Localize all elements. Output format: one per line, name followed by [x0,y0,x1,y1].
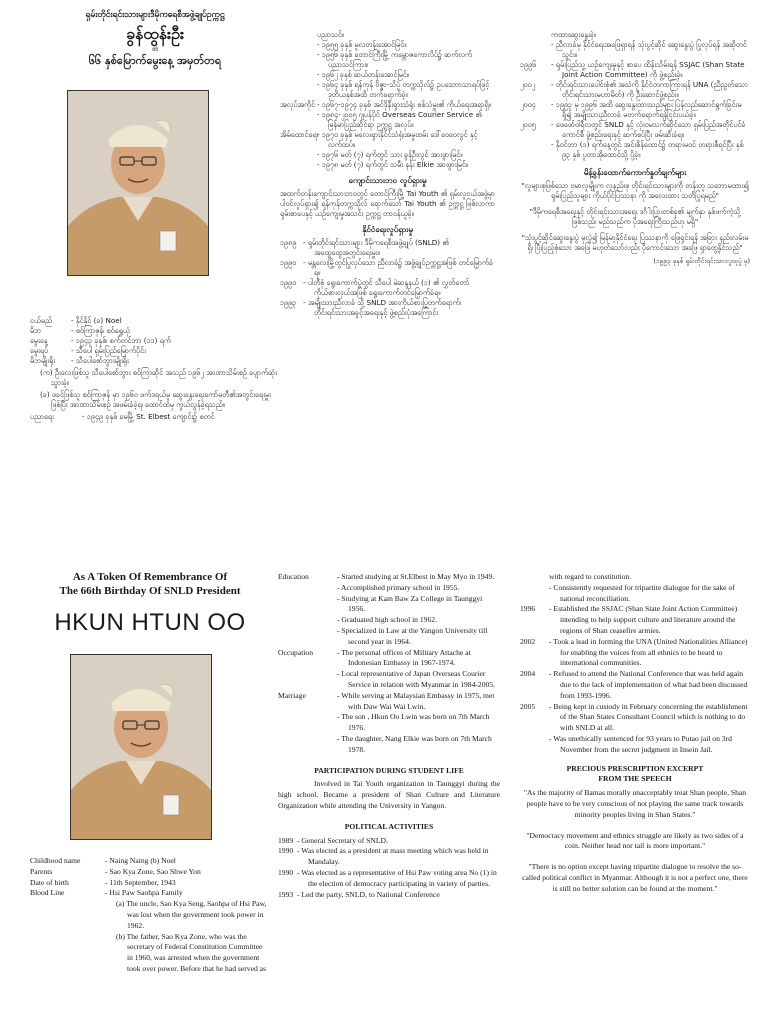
english-political-cont-row-label: 2005 [520,701,536,711]
burmese-bio-row-label: မွေးရပ် [30,346,49,355]
english-political-row-value: - Was elected as a representative of Hsi Paw voting area No (1) in the election of democracy participating in variety of parties. [297,867,497,888]
burmese-political-cont-row-label: ၂၀၀၅ [520,120,536,129]
burmese-political-row-value: - ရှမ်းတိုင်းရင်းသားများ ဒီမိုကရေစီအဖွဲ့ချုပ် (SNLD) ၏ အထွေထွေအတွင်းရေးမှူး။ [303,238,449,257]
burmese-political-cont-row [520,30,750,40]
burmese-quote-heading: မိန့်ခွန်းထောက်ကောက်နှုတ်ချက်များ [583,168,687,177]
english-history-row [278,691,500,713]
english-history-row [278,615,500,626]
english-political-row-label: 1989 [278,835,294,845]
burmese-quote-3: "သုံးပွင့်ဆိုင်ဆွေးနွေးပွဲ မှလွဲ၍ မြန်မာ့နိုင်ငံရေး ပြဿနာကို ဖြေရှင်းရန် အခြား နည်းလမ်းမရှိ၊ ပြီးပြည့်စုံသော အဖြေ မဟုတ်သော်လည်း ပိုကောင်းသော အဖြေ ရှာတွေ့နိုင်သည်" [521,233,749,252]
english-bio-row [30,856,270,867]
burmese-history-row-value: ပညာသင်။ [317,30,345,39]
english-history-row-value: - Started studying at St.Elbest in May Myo in 1949. [337,572,495,581]
english-history-row-value: - Local representative of Japan Overseas Courier Service in relation with Myanmar in 1984-2005. [337,669,495,689]
burmese-political-cont-row-value: - တိုင်းရင်းသားပေါင်းစုံ၏ အသံကို နိုင်ငံတကာကြားရန် UNA (ညီညွတ်သော တိုင်းရင်းသားမဟာမိတ်) ကို ဦးဆောင်ဖွဲ့စည်း။ [551,80,748,99]
burmese-bio-note-a: (က) ဦးလေးဖြစ်သူ သီပေါစော်ဘွား စဝ်ကြာဆိုင် အသည် ၁၉၆၂ အာဏာသိမ်းစဉ် ပျောက်ဆုံးသွားခဲ့။ [40,368,277,387]
burmese-bio-row-value: - စဝ်ကြာဇုန်၊ စဝ်ရွှေယုံ [71,326,130,335]
burmese-political-cont-row [520,120,750,140]
burmese-political-cont-row-value: - ၁၉၉၃ မှ ၁၉၉၆ အထိ ဆွေးနွေးထားသည်များ ပြန်လည်ဆောင်ရွက်ခြင်းမရှိ၍ အမျိုးသားညီလာခံ မတက်ရောက်ရန်ငြင်းပယ်ခဲ့။ [551,100,742,119]
burmese-bio-row-value: - ၁၉၄၃ ခုနှစ်၊ စက်တင်ဘာ (၁၁) ရက် [71,336,171,345]
english-column-1 [30,570,270,1022]
burmese-political-row-label: ၁၉၉၃ [280,298,297,307]
english-political-cont-row [520,669,750,701]
english-history-row [278,648,500,670]
burmese-political-table [280,238,495,318]
english-political-cont-row [520,604,750,636]
english-bio-note-a: (a) The uncle, Sao Kya Seng, Saohpa of Hsi Paw, was lost when the government took power in 1962. [116,899,267,930]
english-bio-row-label: Parents [30,866,53,876]
burmese-political-row [280,278,495,298]
burmese-bio-row-label: မွေးနေ့ [30,336,48,345]
english-column-2 [278,572,500,1024]
english-bio-row-label: Date of birth [30,877,69,887]
english-history-row [278,669,500,691]
token-line-2: The 66th Birthday Of SNLD President [59,585,241,597]
burmese-political-row [280,238,495,258]
burmese-bio-row [30,326,280,336]
english-history-row [278,583,500,594]
portrait-photo-english [70,654,212,840]
burmese-history-row-value: - ၁၉၆၂ ခုနှစ် ဆယ်တန်းအောင်မြင်။ [317,70,410,79]
english-history-row-value: - The son , Hkun Oo Lwin was born on 7th March 1976. [337,712,490,733]
english-political-row-value: - Led the party, SNLD, to National Conference [297,889,440,899]
english-history-row-label: Occupation [278,647,314,657]
english-political-row-label: 1993 [278,889,294,899]
english-bio-row-label: Childhood name [30,856,81,865]
burmese-bio-row-value: - သီပေါ ရှမ်းပြည်မြောက်ပိုင်း [71,346,146,355]
burmese-history-row [280,80,495,100]
burmese-political-cont-row [520,80,750,100]
english-bio-row [30,867,270,878]
burmese-political-cont-row-value: - နိုဝင်ဘာ (၁) ရက်နေ့တွင် အင်းစိန်ထောင်၌ တရားမဝင် တရားစီရင်ပြီး နှစ် ၉၃ နှစ် ပူတာအိုထောင်သို့ ပို့ခဲ့။ [551,140,744,159]
english-history-row-value: - Studying at Kam Baw Za College in Taunggyi 1956. [337,593,483,614]
english-history-row-value: - Accomplished primary school in 1955. [337,582,460,592]
burmese-education-first: - ၁၉၄၉ ခုနှစ် မေမြို့ St. Elbest ကျောင်း၌ စတင် [82,412,215,421]
burmese-political-cont-row-value: - ဖေဖော်ဝါရီလတွင် SNLD နှင့် လုံးဝမသက်ဆိုင်သော ရှမ်းပြည်အတိုင်ပင်ခံကောင်စီ ဖွဲ့စည်းရေးနှင့် ဆက်စပ်ပြီး ဖမ်းဆီးခံရ။ [551,120,746,139]
burmese-history-row-value: - ၁၉၇၀ ခုနှစ် မလေးရှားနိုင်ငံသံရုံးအမှုထမ်း ဒေါ်ဝေဝေလွင် နှင့် လက်ထပ်။ [317,130,478,149]
burmese-political-cont-row [520,140,750,160]
burmese-history-row-label: အိမ်ထောင်ရေး [280,130,319,139]
burmese-political-row-label: ၁၉၉၀ [280,258,297,267]
english-political-cont-row-value: - Took a lead in forming the UNA (United Nationalities Alliance) for enabling the voices from all ethnics to be heard to international communities. [549,636,748,668]
english-political-row-value: - Was elected as a president at mass meeting which was held in Mandalay. [297,846,489,867]
english-quote-heading-1: PRECIOUS PRESCRIPTION EXCERPT [566,763,704,773]
portrait-illustration [68,91,208,275]
burmese-history-row-value: - ၁၉၇၈ မတ် (၇) ရက်တွင် သမီး နန်း Elkie အားဖွားမြင်။ [317,160,469,169]
burmese-history-row [280,130,495,150]
english-political-table [278,836,500,901]
burmese-history-row [280,150,495,160]
english-history-row [278,626,500,648]
english-history-row-value: - Graduated high school in 1962. [337,615,437,625]
english-political-cont-row [520,734,750,756]
english-student-text: Involved in Tai Youth organization in Taunggyi during the high school. Became a president of Shan Culture and Literature Organization while attending the University in Yangon. [278,779,500,810]
english-student-heading: PARTICIPATION DURING STUDENT LIFE [314,765,464,775]
english-bio [30,856,270,975]
burmese-bio-row-label: ငယ်မည် [30,316,53,325]
burmese-political-cont-row-value: ကထာဆွေးနွေးခဲ့။ [551,30,597,39]
english-political-row [278,836,500,847]
token-line-1: As A Token Of Remembrance Of [72,571,228,583]
burmese-quotes [520,181,750,266]
english-bio-row-value: - Hsi Paw Saohpa Family [105,888,183,898]
english-political-row [278,890,500,901]
english-quotes [520,788,750,894]
english-bio-notes [30,899,270,975]
burmese-history-row-value: - ၁၉၆၇-၁၉၇၄ ခုနှစ် အင်ဒိုနီးရှားသံရုံး စစ်သံမှူး၏ ကိုယ်ရေးအရာရှိ။ [317,100,491,109]
burmese-political-cont-row [520,100,750,120]
burmese-history-row-value: - ၁၉၅၅ ခုနှစ် မူလတန်းအောင်မြင်။ [317,40,407,49]
burmese-bio-row-value: - နိုင်နိုင် (ခ) Noel [71,316,122,325]
burmese-bio-row-label: မိဘ [30,326,42,335]
burmese-bio-row-label: မိဘမျိုးရိုး [30,356,56,365]
burmese-political-row-value: - အမျိုးသားညီလာခံ သို့ SNLD အားကိုယ်စားပြုတက်ရောက်၊ တိုင်းရင်းသားအခွင့်အရေးနှင့် ဖွဲ့စည်းပုံအကြောင်း [303,298,461,317]
english-political-cont-row-value: with regard to constitution. [549,572,632,581]
burmese-bio-table [30,316,280,366]
title-line-1: ရှမ်းတိုင်းရင်းသားများဒီမိုကရေစီအဖွဲ့ချုပ်ဥက္ကဋ္ဌ [85,10,225,20]
english-political-cont-row-value: - Being kept in custody in February concerning the establishment of the Shan States Consultant Council which is nothing to do with SNLD at all. [549,701,748,733]
burmese-quote-1: "လူများစုဖြစ်သော ဗမာလူမျိုးက လူနည်းစု တိုင်းရင်းသားများကို တန်းတူ သဘောမထား၍ ရှမ်းပြည်သူများ ကိုယ်ပိုင်ပြဿနာ ကို အလေးထား သတိပြုရမည်" [521,181,749,200]
burmese-political-cont-row [520,40,750,60]
burmese-education-row [30,412,280,422]
english-history-row [278,572,500,583]
title-name: ခွန်ထွန်းဦး [125,24,185,43]
burmese-political-row-label: ၁၉၈၉ [280,238,297,247]
burmese-history-row [280,160,495,170]
burmese-history-row [280,30,495,40]
english-education-work-table [278,572,500,756]
burmese-education-label: ပညာရေး [30,412,54,421]
english-political-cont-row-value: - Was unethically sentenced for 93 years to Putao jail on 3rd November from the secret judgment in Insein Jail. [549,733,732,754]
english-political-row-value: - General Secretary of SNLD. [297,835,388,845]
english-history-row-value: - The daughter, Nang Elkie was born on 7th March 1978. [337,733,492,754]
burmese-political-cont-row-value: - ရှမ်းပြည်သူ့ ယဉ်ကျေးမှုနှင့် စာပေ ထိန်းသိမ်းရန် SSJAC (Shan State Joint Action Committee) ကို ဖွဲ့စည်းခဲ့။ [551,60,745,79]
title-possessive: ၏ [151,44,159,53]
burmese-history-row-value: - ၁၉၈၄-၂၀၀၅ ဂျပန်ပိုင် Overseas Courier Service ၏ မြန်မာပြည်ဆိုင်ရာ ဥက္ကဋ္ဌ အလုပ်။ [317,110,482,129]
burmese-history-row-value: - ၁၉၅၆ ခုနှစ် တောင်ကြီးမြို့ ကမ္ဘောဇကောလိပ်၌ ဆက်လက်ပညာသင်ကြား။ [317,50,473,69]
english-political-cont-row-value: - Established the SSJAC (Shan State Joint Action Committee) intending to help support culture and literature around the regions of Shan ceasefire armies. [549,604,738,635]
burmese-bio-row [30,346,280,356]
president-name: HKUN HTUN OO [54,609,246,636]
burmese-column-2 [280,30,495,510]
burmese-political-row-value: - ပါတီစုံ ရွေးကောက်ပွဲတွင် သီပေါ မဲဆန္ဒနယ် (၁) ၏ လွှတ်တော်ကိုယ်စားလှယ်အဖြစ် ရွေးကောက်တင်မြှောက်ခံရ။ [303,278,470,297]
english-quote-heading-2: FROM THE SPEECH [598,774,672,784]
burmese-political-cont-row-label: ၂၀၀၂ [520,80,536,89]
english-history-row [278,594,500,616]
english-history-row [278,734,500,756]
burmese-history-row-value: - ၁၉၆၄ ခုနှစ် ရန်ကုန် ဝိဇ္ဇာ-သိပ္ပံ တက္ကသိုလ်၌ ဥပဒေဘာသာရပ်ဖြင့် ဒုတိယနှစ်အထိ တက်ရောက်ခဲ့။ [317,80,490,99]
burmese-history-row [280,110,495,130]
english-half [0,512,768,1024]
burmese-political-row [280,258,495,278]
english-political-cont-row-label: 2002 [520,636,536,646]
burmese-history-row-label: အလုပ်အကိုင် [280,100,316,109]
burmese-bio [30,316,280,422]
burmese-political-cont-row-label: ၂၀၀၄ [520,100,536,109]
burmese-history-row [280,50,495,70]
english-political-cont-row [520,702,750,734]
burmese-quote-2: "ဒီမိုကရေစီအရေးနှင့် တိုင်းရင်းသားအရေး ဒင်္ဂါးပြားတစ်ခု၏ မျက်နှာ နှစ်ဖက်ကဲ့သို့ ဖြစ်သည်၊ မည်သည်က ပိုအရေးကြီးသည်ဟု မရှိ" [529,207,741,226]
english-political-row [278,846,500,868]
english-political-cont-row [520,583,750,605]
burmese-education-work-table [280,30,495,170]
english-political-row [278,868,500,890]
english-bio-row-label: Blood Line [30,888,65,898]
burmese-history-row [280,100,495,110]
burmese-bio-row [30,356,280,366]
english-quote-1: "As the majority of Bamas morally unacceptably treat Shan people, Shan people have to be very conscious of not playing the same track towards minority peoples living in Shan States." [523,788,747,819]
burmese-political-cont-row [520,60,750,80]
burmese-quote-source: (၁၉၉၃ ခုနှစ် ရှမ်းတိုင်းရင်းသားလူထုပွဲ မှ) [653,257,750,265]
burmese-political-row-value: - မန္တလေးမြို့တွင်ပြုလုပ်သော ညီလာခံ၌ အဖွဲ့ချုပ်ဥက္ကဋ္ဌအဖြစ် တင်မြှောက်ခံရ။ [303,258,494,277]
english-political-cont-row [520,637,750,669]
burmese-political-cont-row-label: ၁၉၉၆ [520,60,537,69]
burmese-history-row [280,70,495,80]
burmese-student-heading: ကျောင်းသားဘဝ လှုပ်ရှားမှု [348,176,427,185]
english-history-row [278,712,500,734]
english-bio-table [30,856,270,899]
english-political-cont-row-value: - Refused to attend the National Conference that was held again due to the lack of implementation of what had been discussed from 1993-1996. [549,669,748,700]
english-political-cont-table [520,572,750,756]
english-political-row-label: 1990 [278,846,294,856]
burmese-column-3 [520,30,750,510]
english-quote-2: "Democracy movement and ethnics struggle are likely as two sides of a coin. Neither head nor tail is more important." [526,830,744,851]
burmese-history-row [280,40,495,50]
burmese-student-text: အထက်တန်းကျောင်းသားဘဝတွင် တောင်ကြီးမြို့ Tai Youth ၏ ရှမ်းလူငယ်အဖွဲ့မှာ ပါဝင်လှုပ်ရှား၍ ရန်ကုန်တက္ကသိုလ် ရောက်သော် Tai Youth ၏ ဥက္ကဋ္ဌ ဖြစ်လာကာ ရှမ်းစာပေနှင့် ယဉ်ကျေးမှုအသင်း ဥက္ကဋ္ဌ တာဝန်ယူခဲ့။ [280,189,495,218]
english-political-cont-row [520,572,750,583]
english-political-heading: POLITICAL ACTIVITIES [344,821,434,831]
burmese-bio-note-b: (ခ) ဖခင်ဖြစ်သူ စဝ်ကြာဇုန် မှာ ၁၉၆၀ ဖက်ဒရယ်မူ ဆွေးနွေးရေးကော်မတီ၏အတွင်းရေးမှူးဖြစ်ပြီး အာဏာသိမ်းစဉ် အဖမ်းခံခဲ့ရ၊ ထောင်ထဲမှ ကွယ်လွန်ခဲ့ရသည်။ [40,390,271,409]
english-history-row-label: Education [278,572,309,581]
english-history-row-label: Marriage [278,690,306,700]
english-bio-row-value: - Naing Naing (b) Noel [105,856,176,865]
english-quote-3: "There is no option except having tripartite dialogue to resolve the so-called political conflict in Myanmar. Although it is not a perfect one, there is still no better solution can be found at the moment." [522,862,748,893]
burmese-history-row-value: - ၁၉၇၆ မတ် (၇) ရက်တွင် သား ခွန်ဦးလွင် အားဖွားမြင်။ [317,150,463,159]
burmese-bio-row [30,336,280,346]
burmese-political-row-label: ၁၉၉၀ [280,278,297,287]
english-history-row-value: - Specialized in Law at the Yangon University till second year in 1964. [337,625,488,646]
english-bio-row [30,888,270,899]
english-history-row-value: - The personal offices of Military Attache at Indonesian Embassy in 1967-1974. [337,647,471,668]
burmese-bio-notes [30,368,280,410]
title-anniversary: ၆၆ နှစ်မြောက်မွေးနေ့ အမှတ်တရ [88,54,222,67]
burmese-column-1 [30,8,280,508]
english-political-cont-row-label: 2004 [520,669,536,679]
burmese-political-row [280,298,495,318]
burmese-political-cont-row-value: - ညီလာခံမှ နိုင်ငံရေးအဖြေရှာရန် သုံးပွင့်ဆိုင် ဆွေးနွေးပွဲ ပြုလုပ်ရန် အဆိုတင်သွင်း။ [551,40,747,59]
english-bio-row-value: - Sao Kya Zone, Sao Shwe Yon [105,866,201,876]
burmese-political-cont-table [520,30,750,160]
burmese-bio-row-value: - သီပေါစော်ဘွားမျိုးရိုး [71,356,129,365]
english-bio-note-b: (b) The father, Sao Kya Zone, who was the secretary of Federal Constitution Committee in 1960, was arrested when the government took over power. Before that he had served as [116,931,266,973]
english-bio-row [30,878,270,889]
english-column-3 [520,572,750,1024]
english-history-row-value: - While serving at Malaysian Embassy in 1975, met with Daw Wai Wai Lwin. [337,690,495,711]
burmese-bio-row [30,316,280,326]
english-bio-row-value: - 11th September, 1943 [105,877,176,887]
english-political-cont-row-value: - Consistently requested for tripartite dialogue for the sake of national reconciliation. [549,582,735,603]
portrait-illustration-english [71,655,211,839]
english-political-cont-row-label: 1996 [520,604,536,614]
burmese-political-heading: နိုင်ငံရေးလှုပ်ရှားမှု [362,225,413,234]
english-political-row-label: 1990 [278,867,294,877]
portrait-photo [67,90,209,276]
